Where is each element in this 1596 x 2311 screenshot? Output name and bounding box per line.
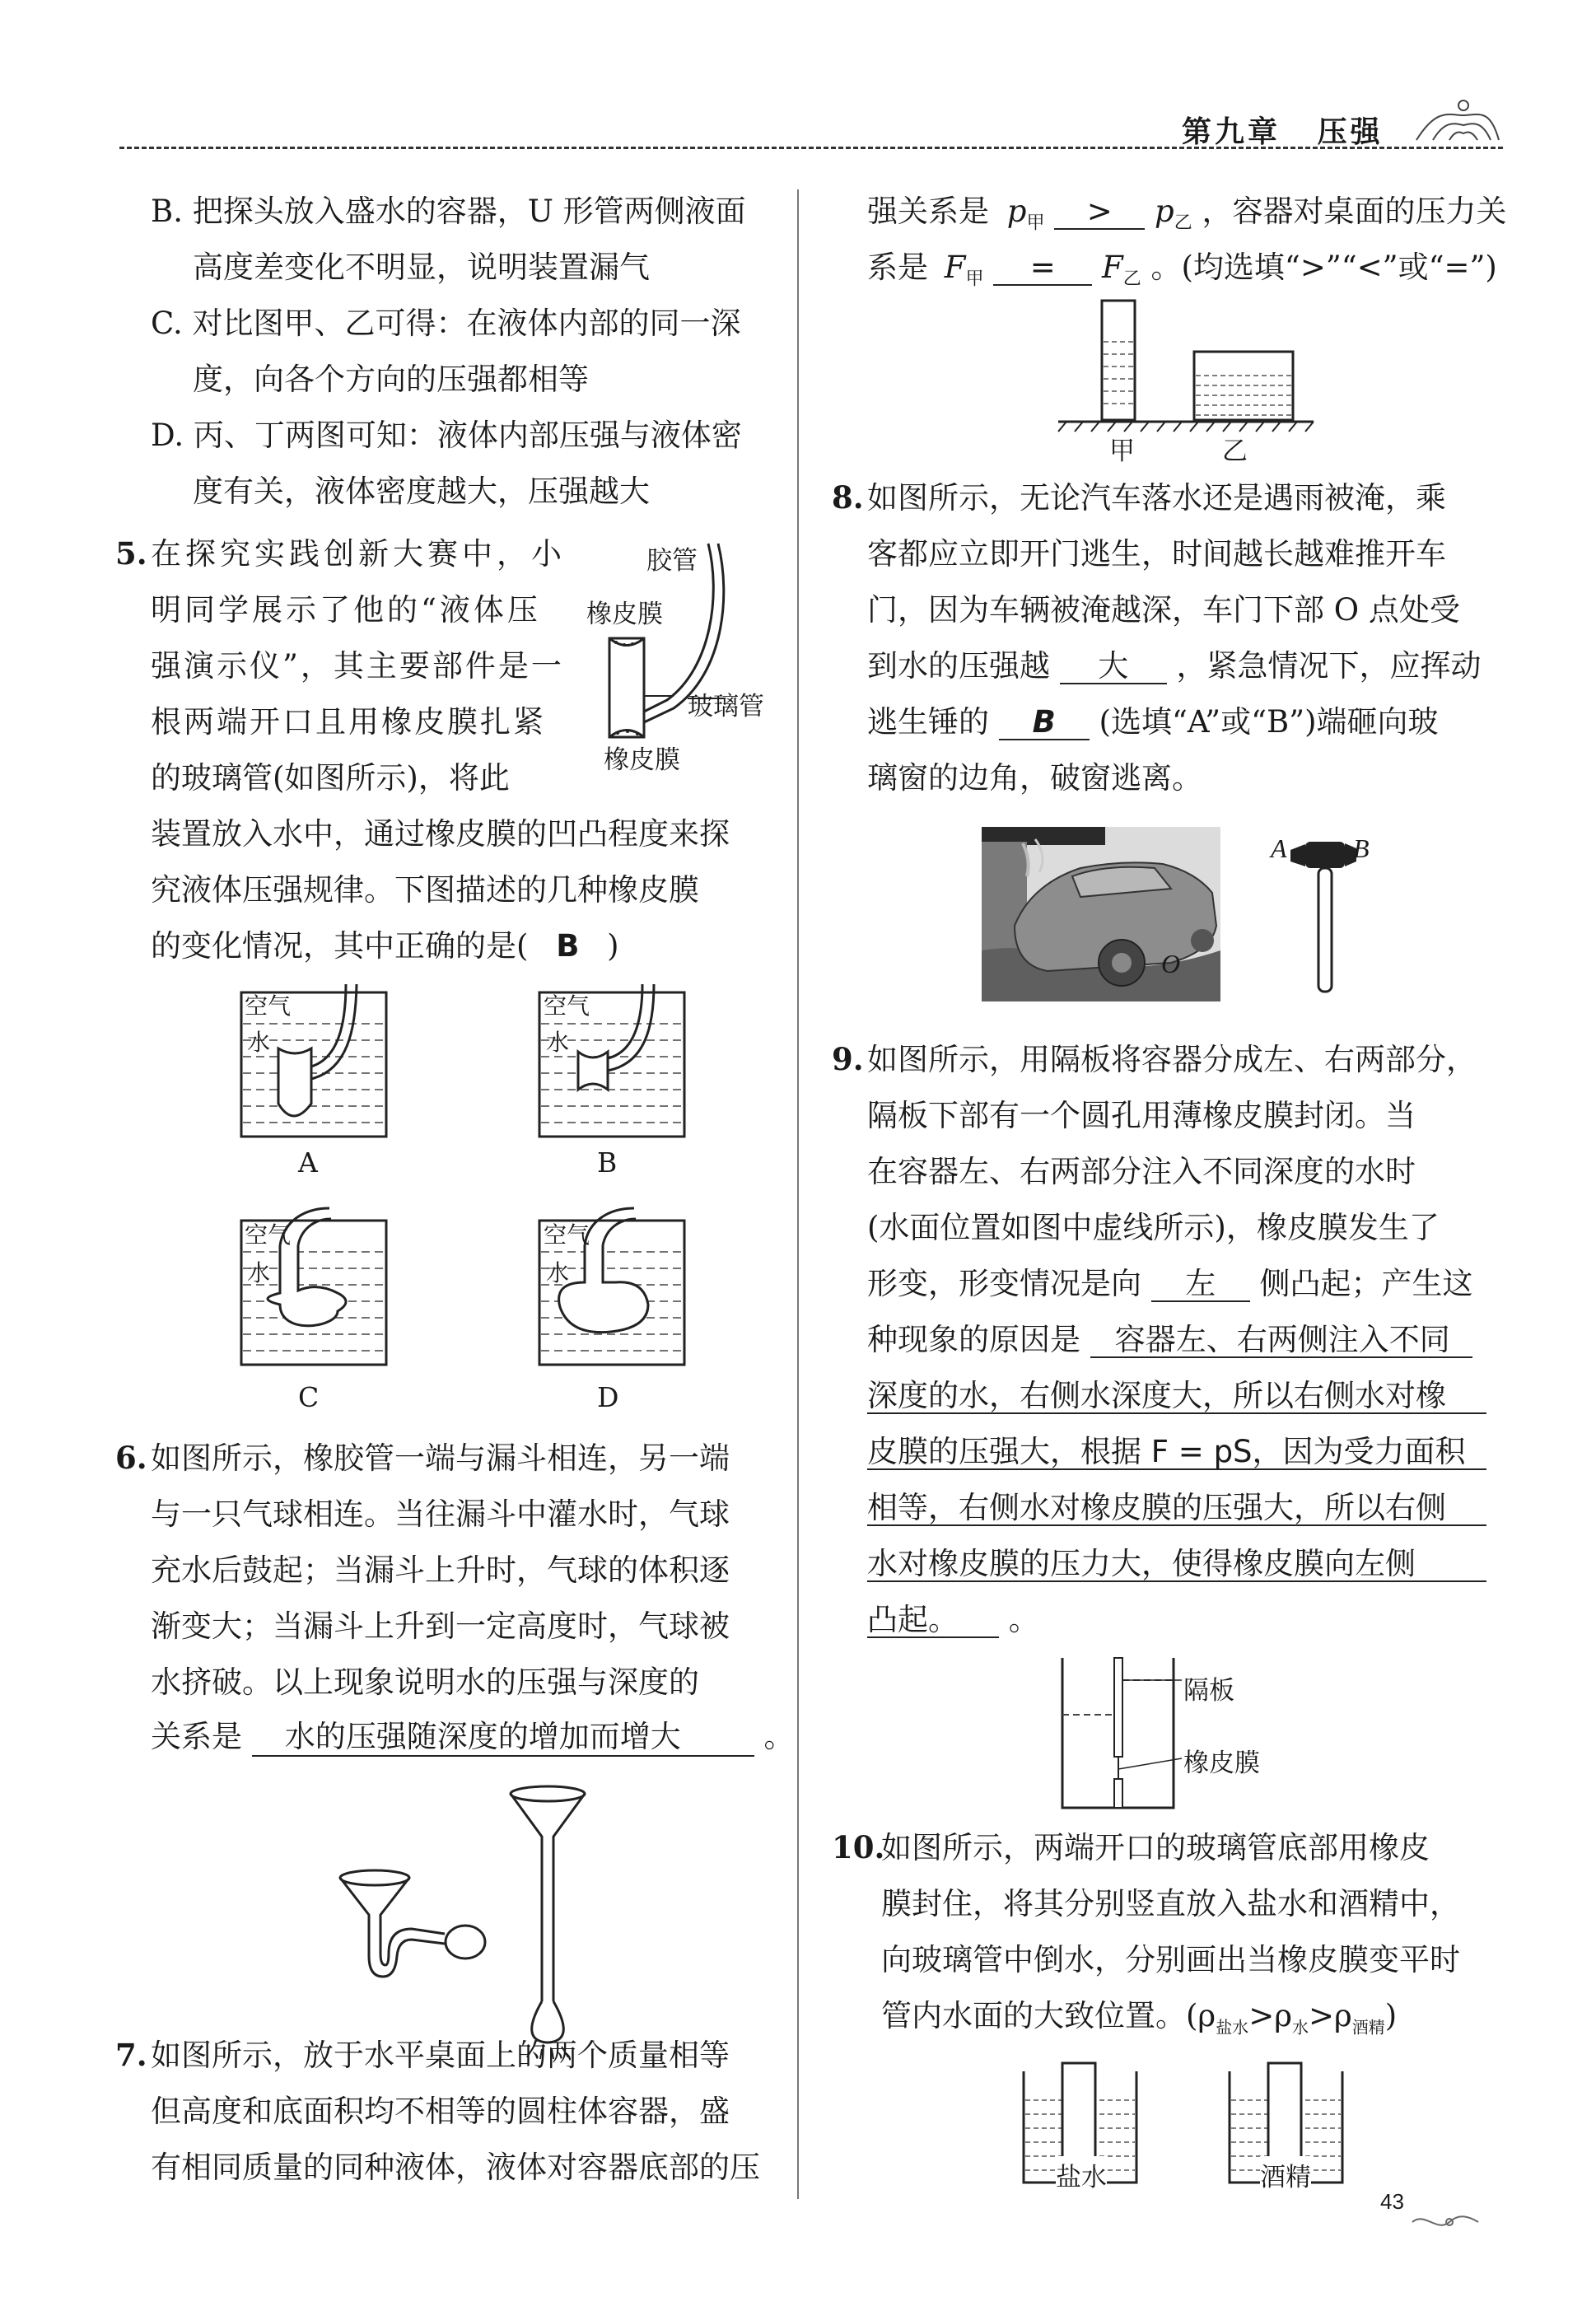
column-divider: [797, 189, 799, 2199]
q8-line1: 如图所示，无论汽车落水还是遇雨被淹，乘: [867, 480, 1446, 516]
q7-containers-figure: [1054, 296, 1318, 445]
q8-line4-text: 到水的压强越: [867, 648, 1050, 684]
q5-option-b-label: B: [597, 1146, 618, 1179]
q5-option-c-water: 水: [247, 1259, 271, 1286]
q6-line5: 水挤破。以上现象说明水的压强与深度的: [151, 1664, 699, 1700]
q9-answer-reason4: 相等，右侧水对橡皮膜的压强大，所以右侧: [867, 1492, 1486, 1526]
chapter-number: 第九章: [1182, 114, 1281, 149]
q5-option-d-air: 空气: [544, 1221, 590, 1249]
q4-option-b-line2: 高度差变化不明显，说明装置漏气: [193, 250, 650, 285]
header-divider: [119, 147, 1503, 149]
q10-line2: 膜封住，将其分别竖直放入盐水和酒精中，: [881, 1886, 1460, 1921]
q6-line2: 与一只气球相连。当往漏斗中灌水时，气球: [151, 1496, 730, 1532]
q6-number: 6.: [115, 1440, 147, 1476]
q7-line3: 有相同质量的同种液体，液体对容器底部的压: [151, 2150, 760, 2185]
q9-line3: 在容器左、右两部分注入不同深度的水时: [867, 1154, 1416, 1189]
q10-gt1: >ρ: [1248, 1998, 1292, 2033]
q10-line1: 如图所示，两端开口的玻璃管底部用橡皮: [881, 1830, 1430, 1865]
q9-answer-reason1: 容器左、右两侧注入不同: [1090, 1324, 1472, 1358]
q10-gt2: >ρ: [1308, 1998, 1352, 2033]
q7-line1: 如图所示，放于水平桌面上的两个质量相等: [151, 2038, 730, 2073]
q9-line4: (水面位置如图中虚线所示)，橡皮膜发生了: [867, 1210, 1440, 1245]
q5-label-membrane-bottom: 橡皮膜: [604, 745, 680, 775]
q7-p-yi-sub: 乙: [1174, 212, 1192, 234]
q9-label-membrane: 橡皮膜: [1183, 1748, 1260, 1778]
q5-line2: 明同学展示了他的“液体压: [151, 592, 541, 628]
q5-option-a-label: A: [298, 1146, 318, 1179]
q4-option-d-line1: D. 丙、丁两图可知：液体内部压强与液体密: [151, 418, 742, 453]
q8-answer2: B: [999, 707, 1090, 740]
q5-line7: 究液体压强规律。下图描述的几种橡皮膜: [151, 872, 699, 908]
q7-label-jia: 甲: [1109, 437, 1135, 466]
q5-line4: 根两端开口且用橡皮膜扎紧: [151, 704, 546, 740]
q9-answer-reason3: 皮膜的压强大，根据 F = pS，因为受力面积: [867, 1436, 1486, 1470]
q9-partition-figure: [1058, 1655, 1198, 1812]
q8-car-drawing: [982, 827, 1220, 1001]
q5-option-b-air: 空气: [544, 992, 590, 1020]
q10-line4: [881, 1998, 1398, 2038]
q7-r1-tail: ，容器对桌面的压力关: [1202, 194, 1507, 229]
q9-line2: 隔板下部有一个圆孔用薄橡皮膜封闭。当: [867, 1098, 1416, 1133]
q5-option-a-air: 空气: [245, 992, 292, 1020]
q7-f-yi: [1102, 250, 1141, 290]
q7-number: 7.: [115, 2037, 147, 2073]
q7-f-jia-symbol: F: [944, 250, 966, 285]
q7-p-jia-symbol: p: [1006, 194, 1027, 229]
q10-line4-close: ): [1384, 1998, 1398, 2033]
q7-r1-text: 强关系是: [867, 194, 989, 229]
q9-answer-reason5: 水对橡皮膜的压力大，使得橡皮膜向左侧: [867, 1548, 1486, 1582]
q9-line-end: [867, 1604, 1039, 1638]
chapter-header: [1182, 109, 1384, 151]
q9-answer-reason2: 深度的水，右侧水深度大，所以右侧水对橡: [867, 1380, 1486, 1414]
q8-line5-tail: (选填“A”或“B”)端砸向玻: [1099, 704, 1439, 740]
q5-option-b-water: 水: [546, 1029, 570, 1056]
q5-label-membrane-top: 橡皮膜: [586, 600, 663, 629]
q5-line5: 的玻璃管(如图所示)，将此: [151, 760, 510, 796]
q7-label-yi: 乙: [1222, 437, 1248, 466]
q6-line3: 充水后鼓起；当漏斗上升时，气球的体积逐: [151, 1552, 730, 1588]
q7-right-line2: [867, 252, 1497, 288]
q8-line5-text: 逃生锤的: [867, 704, 989, 740]
q8-car-photo: [982, 827, 1220, 1001]
q6-line1: 如图所示，橡胶管一端与漏斗相连，另一端: [151, 1440, 730, 1476]
q5-option-d-label: D: [597, 1381, 619, 1413]
chapter-title: 压强: [1317, 114, 1384, 149]
q8-line5: [867, 704, 1439, 740]
q7-f-jia: [944, 250, 984, 290]
q8-label-o: O: [1161, 949, 1181, 978]
q8-label-b: B: [1353, 833, 1370, 863]
q9-label-partition: 隔板: [1183, 1676, 1234, 1706]
q8-answer1: 大: [1060, 651, 1167, 684]
q9-line5-text: 形变，形变情况是向: [867, 1266, 1141, 1301]
q7-f-yi-symbol: F: [1102, 250, 1123, 285]
q8-line4-tail: ，紧急情况下，应挥动: [1176, 648, 1482, 684]
q5-option-d-water: 水: [546, 1259, 570, 1286]
q10-line4-text: 管内水面的大致位置。(ρ: [881, 1998, 1216, 2033]
q9-line6: [867, 1324, 1472, 1358]
q10-sub-alcohol: 酒精: [1351, 2017, 1385, 2038]
q8-line6: 璃窗的边角，破窗逃离。: [867, 760, 1202, 796]
q10-label-alcohol: 酒精: [1260, 2156, 1311, 2193]
q9-line1: 如图所示，用隔板将容器分成左、右两部分，: [867, 1042, 1477, 1077]
q7-p-yi: [1155, 194, 1192, 234]
q10-label-saltwater: 盐水: [1056, 2156, 1107, 2193]
q9-line5-tail: 侧凸起；产生这: [1259, 1266, 1473, 1301]
q7-f-jia-sub: 甲: [965, 268, 984, 290]
q6-line6-end: 。: [763, 1719, 795, 1754]
q4-option-b-line1: B. 把探头放入盛水的容器，U 形管两侧液面: [151, 194, 746, 229]
q9-end-mark: 。: [1008, 1602, 1039, 1637]
q8-line2: 客都应立即开门逃生，时间越长越难推开车: [867, 536, 1446, 572]
q4-option-c-line2: 度，向各个方向的压强都相等: [193, 362, 589, 397]
q6-funnel-figure: [329, 1779, 692, 2059]
q7-line2: 但高度和底面积均不相等的圆柱体容器，盛: [151, 2094, 730, 2129]
q6-answer: 水的压强随深度的增加而增大: [252, 1721, 754, 1757]
q7-p-jia: [1006, 194, 1045, 234]
q5-line1: 在探究实践创新大赛中，小: [151, 536, 566, 572]
q7-answer1: >: [1054, 196, 1145, 230]
q5-line6: 装置放入水中，通过橡皮膜的凹凸程度来探: [151, 816, 730, 852]
q6-line6-text: 关系是: [151, 1719, 242, 1754]
q5-option-c-label: C: [298, 1381, 320, 1413]
q8-line4: [867, 648, 1482, 684]
q7-r2-tail: 。(均选填“>”“<”或“=”): [1150, 250, 1497, 285]
q9-answer-reason6: 凸起。: [867, 1604, 999, 1638]
q5-line8-close: ): [607, 928, 619, 964]
q7-right-line1: [867, 196, 1506, 232]
q9-number: 9.: [832, 1041, 864, 1077]
q6-line6: [151, 1721, 795, 1757]
q10-sub-salt: 盐水: [1216, 2017, 1249, 2038]
q5-label-glass-tube: 玻璃管: [688, 692, 764, 721]
q10-number: 10.: [832, 1829, 885, 1865]
q8-label-a: A: [1271, 833, 1287, 863]
q7-f-yi-sub: 乙: [1122, 268, 1141, 290]
q8-number: 8.: [832, 479, 864, 516]
q5-line8: [151, 928, 619, 964]
q9-line6-text: 种现象的原因是: [867, 1322, 1080, 1357]
q5-option-a-water: 水: [247, 1029, 271, 1056]
page-number-ornament: [1408, 2210, 1482, 2234]
q5-answer: B: [556, 928, 580, 964]
q7-r2-text: 系是: [867, 250, 928, 285]
q5-label-hose: 胶管: [646, 546, 698, 576]
header-ornament: [1412, 91, 1503, 148]
q5-line3: 强演示仪”，其主要部件是一: [151, 648, 564, 684]
q5-number: 5.: [115, 535, 147, 572]
q5-option-c-air: 空气: [245, 1221, 292, 1249]
q5-line8-text: 的变化情况，其中正确的是(: [151, 928, 529, 964]
q7-answer2: =: [993, 252, 1092, 286]
q7-p-yi-symbol: p: [1155, 194, 1174, 229]
q8-line3: 门，因为车辆被淹越深，车门下部 O 点处受: [867, 592, 1460, 628]
page-number: 43: [1380, 2189, 1404, 2214]
q6-line4: 渐变大；当漏斗上升到一定高度时，气球被: [151, 1608, 730, 1644]
q9-answer-direction: 左: [1151, 1268, 1250, 1302]
q9-line5: [867, 1268, 1473, 1302]
q10-sub-water: 水: [1291, 2017, 1309, 2038]
q7-p-jia-sub: 甲: [1026, 212, 1045, 234]
q4-option-d-line2: 度有关，液体密度越大，压强越大: [193, 474, 650, 509]
q4-option-c-line1: C. 对比图甲、乙可得：在液体内部的同一深: [151, 306, 741, 341]
q10-line3: 向玻璃管中倒水，分别画出当橡皮膜变平时: [881, 1942, 1460, 1977]
